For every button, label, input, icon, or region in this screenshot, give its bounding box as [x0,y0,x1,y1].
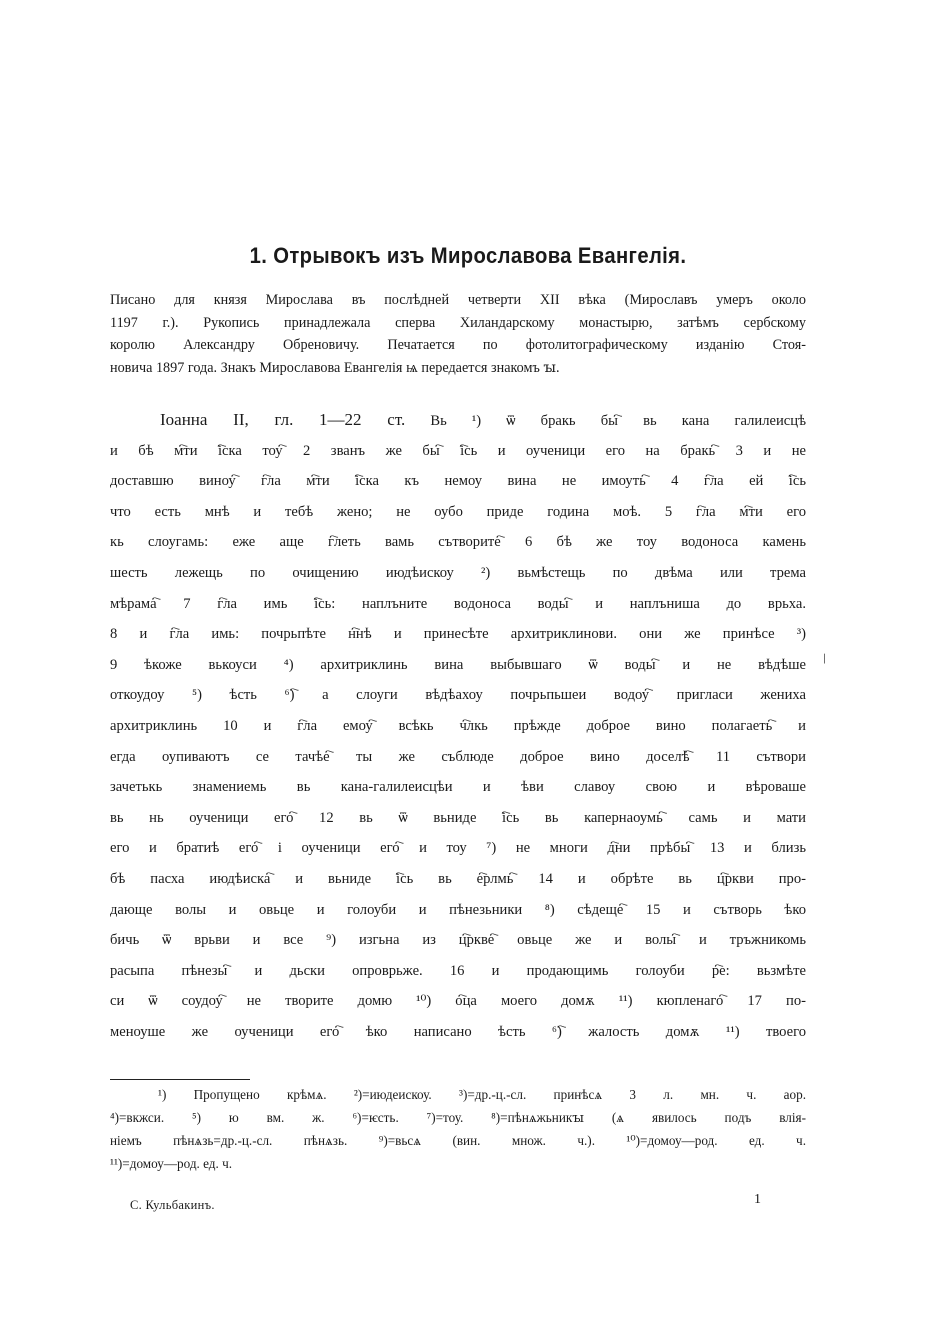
text-line: мѣрама҇ 7 г҇ла имь і҇сь: наплъните водоноса воды҇ и наплъниша до врьха. [110,595,806,612]
intro-line: новича 1897 года. Знакъ Мирославова Евангелія ѩ передается знакомъ ꙑ. [110,359,560,376]
footnote-line: ¹) Пропущено крѣмѧ. ²)=июдеискоу. ³)=др.-ц.-сл. принѣсѧ 3 л. мн. ч. аор. [158,1087,806,1102]
text-line: 9 ѣкоже вькоуси ⁴) архитриклинь вина выбывшаго ѿ воды҇ и не вѣдѣше [110,656,806,673]
text-line: Іоанна II, гл. 1—22 ст. Вь ¹) ѿ бракь бы҇ вь кана галилеисцѣ [160,410,806,429]
footnote-line: ⁴)=вкжси. ⁵) ю вм. ж. ⁶)=ѥсть. ⁷)=тоу. ⁸)=пѣнѧжьникꙑ (ѧ явилось подъ влія- [110,1110,806,1125]
footnote-divider [110,1079,250,1080]
text-line: шесть лежещь по очищению июдѣискоу ²) вьмѣстещь по двѣма или трема [110,564,806,581]
text-line: дающе волы и овьце и голоуби и пѣнезьники ⁸) сѣдеще҇ 15 и сътворь ѣко [110,901,806,918]
text-line: си ѿ соудоу҇ не творите домю ¹⁰) о҇ца моего домѫ ¹¹) кюпленаго҇ 17 по- [110,993,806,1010]
intro-line: Писано для князя Мирослава въ послѣдней четверти XII вѣка (Мирославъ умеръ около [110,292,806,308]
text-line: егда оупиваютъ се тачѣе҇ ты же съблюде доброе вино доселѣ҇ 11 сътвори [110,748,806,765]
footnotes [110,1083,806,1175]
text-line: доставшю виноу҇ г҇ла м҇ти і҇ска къ немоу вина не имоуть҇ 4 г҇ла ей і҇сь [110,473,806,490]
text-line: что есть мнѣ и тебѣ жено; не оубо приде година моѣ. 5 г҇ла м҇ти его [110,503,806,520]
text-line: зачетькь знамениемь вь кана-галилеисцѣи и ѣви славоу свою и вѣроваше [110,779,806,796]
author-signature: С. Кульбакинъ. [130,1198,215,1212]
footnote-line: ¹¹)=домоу—род. ед. ч. [110,1156,233,1171]
gospel-text [110,405,806,1047]
text-line: архитриклинь 10 и г҇ла емоу҇ всѣкь ч҇лкь прѣжде доброе вино полагаеть҇ и [110,717,806,734]
footnote-line: ніемъ пѣнѧзь=др.-ц.-сл. пѣнѧзь. ⁹)=вьсѧ (вин. множ. ч.). ¹⁰)=домоу—род. ед. ч. [110,1133,806,1148]
scripture-reference: Іоанна II, гл. 1—22 ст. [160,410,406,429]
text-line: меноуше же оученици его҇ ѣко написано ѣсть ⁶)҇ жалость домѫ ¹¹) твоего [110,1023,806,1040]
text-line: откоудоу ⁵) ѣсть ⁶)҇ а слоуги вѣдѣахоу почрьпьшеи водоу҇ пригласи жениха [110,687,806,704]
intro-line: 1197 г.). Рукопись принадлежала сперва Хиландарскому монастырю, затѣмъ сербскому [110,314,806,331]
text-line: бѣ пасха июдѣиска҇ и вьниде і҇сь вь е҇рлмь҇ 14 и обрѣте вь ц҇ркви про- [110,870,806,887]
intro-paragraph [110,289,806,379]
page-title: 1. Отрывокъ изъ Мирославова Евангелія. [249,243,687,268]
intro-line: королю Александру Обреновичу. Печатается по фотолитографическому изданію Стоя- [110,337,806,353]
text-line: и бѣ м҇ти і҇ска тоу҇ 2 званъ же бы҇ і҇сь и оученици его на бракь҇ 3 и не [110,442,806,459]
text-line: бичь ѿ врьви и все ⁹) изгьна из ц҇ркве҇ овьце же и волы҇ и тръжникомь [110,932,806,949]
text-line: вь нь оученици его҇ 12 вь ѿ вьниде і҇сь вь капернаоумь҇ самь и мати [110,809,806,826]
text-line: 8 и г҇ла имь: почрьпѣте н҇нѣ и принесѣте архитриклинови. они же принѣсе ³) [110,626,806,643]
margin-annotation: / [820,651,830,668]
page-number: 1 [754,1192,761,1207]
text-line: расыпа пѣнезы҇ и дьски опроврьже. 16 и продающимь голоуби р҇е: вьзмѣте [110,962,806,979]
text-line: кь слоугамь: еже аще г҇леть вамь сътворите҇ 6 бѣ же тоу водоноса камень [110,534,806,551]
text-line: его и братиѣ его҇ і оученици его҇ и тоу ⁷) не многи д҇ни прѣбы҇ 13 и близь [110,840,806,857]
